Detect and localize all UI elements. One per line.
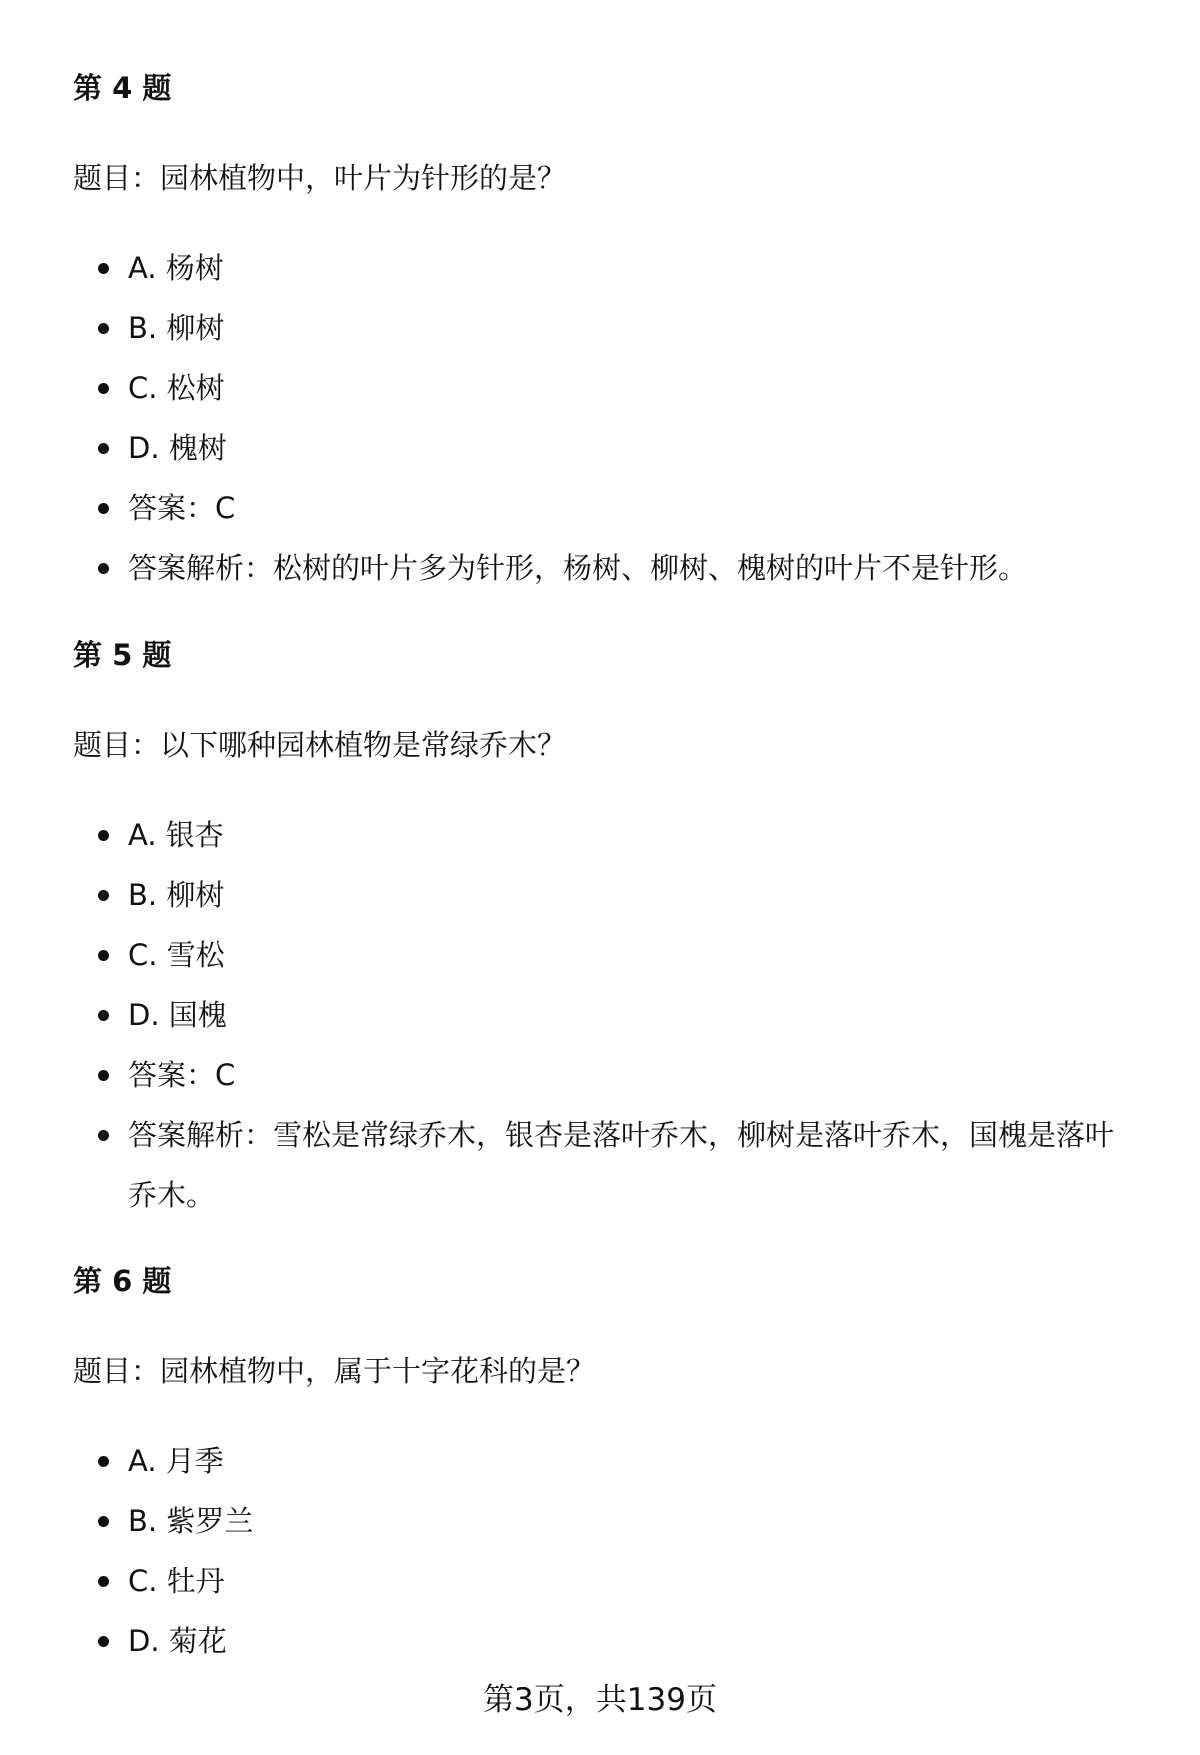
option-item [0,1491,1200,1551]
bullet-icon [98,443,109,454]
answer-text: 答案：C [128,1058,236,1092]
bullet-icon [98,323,109,334]
option-text: D. 槐树 [128,431,227,465]
page-number-footer: 第3页，共139页 [483,1682,717,1718]
option-text: B. 柳树 [128,311,225,345]
option-list [0,1431,1200,1671]
question-stem: 题目：园林植物中，叶片为针形的是？ [73,161,567,195]
option-item [0,298,1200,358]
option-item [0,358,1200,418]
option-list [0,805,1200,1225]
option-item [0,1551,1200,1611]
explanation-text: 答案解析：松树的叶片多为针形，杨树、柳树、槐树的叶片不是针形。 [128,551,1028,585]
bullet-icon [98,1516,109,1527]
option-text: C. 雪松 [128,938,225,972]
option-text: A. 月季 [128,1444,224,1478]
explanation-item [0,1105,1200,1225]
option-item [0,1431,1200,1491]
option-text: A. 银杏 [128,818,224,852]
question-heading: 第 4 题 [73,71,172,105]
explanation-text: 答案解析：雪松是常绿乔木，银杏是落叶乔木，柳树是落叶乔木，国槐是落叶乔木。 [128,1118,1115,1212]
bullet-icon [98,1010,109,1021]
option-item [0,238,1200,298]
question-heading: 第 6 题 [73,1264,172,1298]
option-item [0,1611,1200,1671]
bullet-icon [98,1576,109,1587]
explanation-item [0,538,1200,598]
option-item [0,925,1200,985]
option-item [0,418,1200,478]
bullet-icon [98,890,109,901]
answer-item [0,478,1200,538]
answer-text: 答案：C [128,491,236,525]
bullet-icon [98,263,109,274]
bullet-icon [98,503,109,514]
bullet-icon [98,383,109,394]
bullet-icon [98,1456,109,1467]
bullet-icon [98,563,109,574]
option-text: B. 紫罗兰 [128,1504,254,1538]
option-text: C. 牡丹 [128,1564,225,1598]
option-text: A. 杨树 [128,251,224,285]
bullet-icon [98,1636,109,1647]
question-stem: 题目：以下哪种园林植物是常绿乔木？ [73,728,567,762]
option-text: B. 柳树 [128,878,225,912]
answer-item [0,1045,1200,1105]
option-item [0,985,1200,1045]
bullet-icon [98,1130,109,1141]
option-item [0,865,1200,925]
option-text: D. 菊花 [128,1624,227,1658]
option-list [0,238,1200,598]
bullet-icon [98,1070,109,1081]
question-stem: 题目：园林植物中，属于十字花科的是？ [73,1354,596,1388]
option-item [0,805,1200,865]
bullet-icon [98,950,109,961]
option-text: D. 国槐 [128,998,227,1032]
bullet-icon [98,830,109,841]
option-text: C. 松树 [128,371,225,405]
question-heading: 第 5 题 [73,638,172,672]
